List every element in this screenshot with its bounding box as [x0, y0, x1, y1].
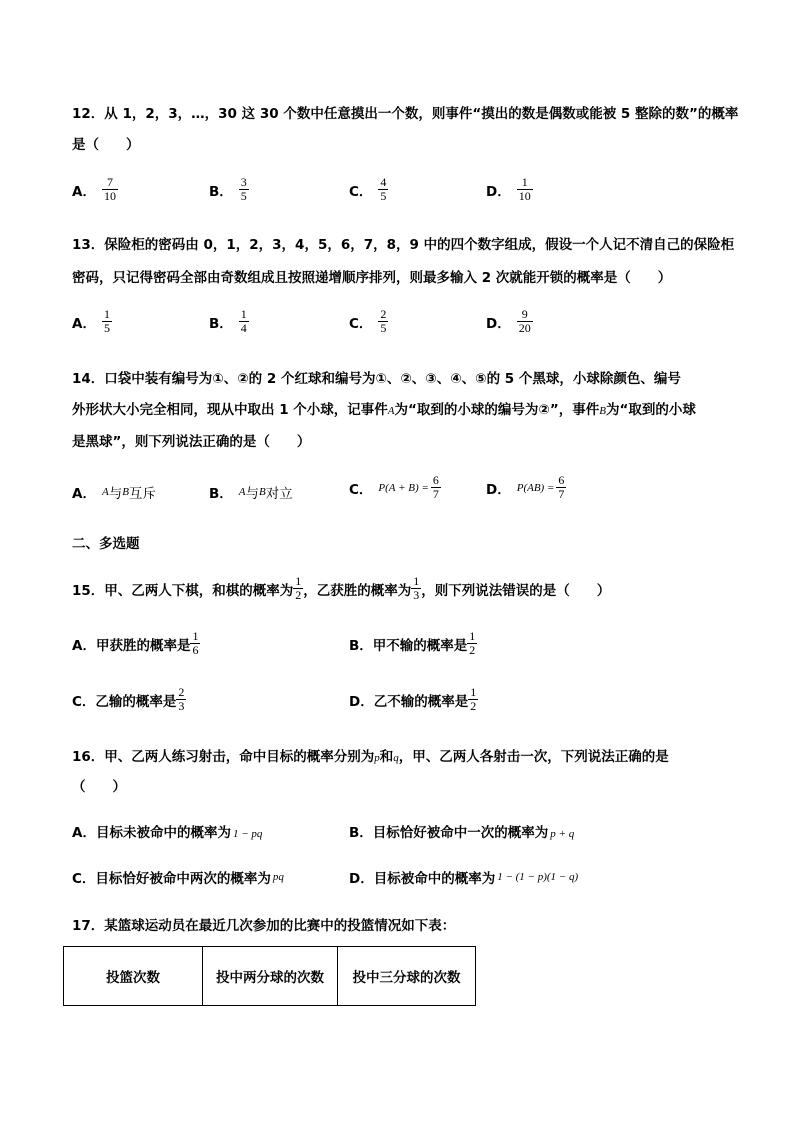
var-p: p	[374, 752, 380, 764]
math-expression: P(AB) =	[516, 481, 555, 494]
fraction	[293, 575, 303, 602]
fraction-num: 1	[295, 574, 302, 588]
q13-options	[72, 308, 672, 344]
fraction	[239, 308, 249, 335]
text: 互斥	[128, 486, 156, 502]
q12-options	[72, 176, 672, 212]
fraction-den: 7	[432, 487, 439, 501]
option-label: D．	[349, 693, 374, 710]
text: 外形状大小完全相同，现从中取出 1 个小球，记事件	[72, 402, 388, 418]
fraction	[378, 308, 388, 335]
fraction	[411, 575, 421, 602]
fraction	[556, 474, 566, 501]
fraction	[467, 630, 477, 657]
fraction-num: 1	[413, 574, 420, 588]
text: ，甲、乙两人各射击一次，下列说法正确的是	[398, 749, 669, 765]
q15-option-d	[349, 686, 478, 713]
event-b: B	[122, 486, 129, 498]
option-label: B．	[209, 183, 233, 200]
q16-option-c	[72, 867, 284, 887]
fraction-num: 1	[240, 307, 247, 321]
event-a: A	[238, 486, 246, 498]
q12-option-b	[209, 176, 249, 203]
fraction-num: 7	[106, 175, 113, 189]
math-expression: P(A + B) =	[378, 481, 429, 494]
event-a: A	[101, 486, 109, 498]
score-table	[63, 946, 476, 1006]
var-q: q	[393, 752, 399, 764]
fraction-den: 2	[295, 588, 302, 602]
text: 对立	[265, 486, 293, 502]
option-text: 甲不输的概率是	[372, 637, 468, 654]
option-label: C．	[349, 481, 373, 498]
option-label: B．	[209, 315, 233, 332]
option-text: 目标被命中的概率为	[373, 871, 496, 887]
fraction-num: 1	[103, 307, 110, 321]
option-label: C．	[349, 315, 373, 332]
fraction-num: 6	[432, 473, 439, 487]
q16-option-b	[349, 821, 574, 841]
fraction-den: 5	[103, 321, 110, 335]
fraction-num: 4	[380, 175, 387, 189]
option-label: A．	[72, 315, 96, 332]
q16-line1	[72, 745, 669, 765]
fraction-den: 5	[240, 189, 247, 203]
fraction-den: 2	[469, 643, 476, 657]
math-expression: 1 − pq	[232, 828, 263, 840]
fraction-den: 3	[178, 699, 185, 713]
option-label: A．	[72, 486, 96, 502]
fraction-den: 7	[558, 487, 565, 501]
fraction-num: 1	[469, 629, 476, 643]
fraction-den: 4	[240, 321, 247, 335]
table-header-cell: 投篮次数	[64, 947, 203, 1006]
q12-option-a	[72, 176, 118, 203]
q16-option-d	[349, 867, 578, 887]
text: 为“取到的小球的编号为②”，事件	[394, 402, 600, 418]
fraction-den: 3	[413, 588, 420, 602]
q12-option-d	[486, 176, 533, 203]
q14-line1: 14．口袋中装有编号为①、②的 2 个红球和编号为①、②、③、④、⑤的 5 个黑球，小球除颜色、编号	[72, 371, 681, 387]
fraction-den: 6	[192, 643, 199, 657]
text: 和	[379, 749, 394, 765]
fraction	[378, 176, 388, 203]
q15-option-c	[72, 686, 186, 713]
fraction	[190, 630, 200, 657]
q12-line2: 是（ ）	[72, 137, 140, 153]
fraction	[102, 308, 112, 335]
option-label: C．	[72, 871, 96, 887]
fraction-num: 3	[240, 175, 247, 189]
q14-option-a	[72, 482, 156, 502]
text: ，则下列说法错误的是（ ）	[421, 582, 611, 599]
event-b: B	[259, 486, 266, 498]
fraction-num: 1	[192, 629, 199, 643]
fraction-num: 1	[521, 175, 528, 189]
fraction-num: 2	[178, 685, 185, 699]
q14-option-b	[209, 482, 293, 502]
q13-option-d	[486, 308, 533, 335]
text: 16．甲、乙两人练习射击，命中目标的概率分别为	[72, 749, 375, 765]
option-label: A．	[72, 183, 96, 200]
fraction	[468, 686, 478, 713]
fraction	[517, 176, 533, 203]
text: 15．甲、乙两人下棋，和棋的概率为	[72, 582, 294, 599]
q16-option-a	[72, 821, 262, 841]
q12-option-c	[349, 176, 388, 203]
q15-stem	[72, 575, 610, 602]
q15-option-b	[349, 630, 477, 657]
fraction-num: 2	[380, 307, 387, 321]
q14-option-d	[486, 474, 566, 501]
option-label: B．	[349, 637, 373, 654]
fraction-den: 5	[380, 321, 387, 335]
math-expression: pq	[272, 871, 284, 883]
math-expression: p + q	[550, 828, 575, 840]
text: 与	[108, 486, 123, 502]
event-a: A	[387, 405, 395, 417]
fraction-den: 20	[518, 321, 531, 335]
q16-line2: （ ）	[72, 779, 126, 795]
q12-line1: 12．从 1，2，3，…，30 这 30 个数中任意摸出一个数，则事件“摸出的数是偶数或能被 5 整除的数”的概率	[72, 106, 739, 122]
option-label: B．	[349, 825, 373, 841]
option-label: A．	[72, 825, 96, 841]
q13-line1: 13．保险柜的密码由 0，1，2，3，4，5，6，7，8，9 中的四个数字组成，假设一个人记不清自己的保险柜	[72, 237, 735, 253]
q13-option-b	[209, 308, 249, 335]
option-text: 目标恰好被命中两次的概率为	[95, 871, 271, 887]
fraction	[239, 176, 249, 203]
option-label: B．	[209, 486, 233, 502]
table-row	[64, 947, 476, 1006]
option-text: 甲获胜的概率是	[95, 637, 191, 654]
q14-options	[72, 474, 672, 510]
fraction-den: 10	[518, 189, 531, 203]
table-header-cell: 投中两分球的次数	[203, 947, 338, 1006]
option-text: 乙不输的概率是	[373, 693, 469, 710]
option-label: D．	[486, 315, 511, 332]
fraction	[517, 308, 533, 335]
option-text: 目标未被命中的概率为	[95, 825, 231, 841]
q17-line1: 17．某篮球运动员在最近几次参加的比赛中的投篮情况如下表：	[72, 918, 456, 934]
fraction-num: 1	[470, 685, 477, 699]
text: 为“取到的小球	[605, 402, 696, 418]
option-text: 目标恰好被命中一次的概率为	[372, 825, 549, 841]
fraction-num: 6	[558, 473, 565, 487]
fraction-den: 2	[470, 699, 477, 713]
fraction-den: 5	[380, 189, 387, 203]
math-expression: 1 − (1 − p)(1 − q)	[497, 871, 579, 883]
text: 与	[245, 486, 260, 502]
fraction-den: 10	[103, 189, 116, 203]
section-heading: 二、多选题	[72, 536, 140, 552]
option-label: A．	[72, 637, 96, 654]
option-label: D．	[349, 871, 374, 887]
fraction-num: 9	[521, 307, 528, 321]
fraction	[431, 474, 441, 501]
q14-line3: 是黑球”，则下列说法正确的是（ ）	[72, 434, 311, 450]
q14-line2	[72, 398, 696, 418]
q15-option-a	[72, 630, 200, 657]
option-label: C．	[72, 693, 96, 710]
fraction	[176, 686, 186, 713]
q13-option-a	[72, 308, 112, 335]
event-b: B	[599, 405, 606, 417]
q13-line2: 密码，只记得密码全部由奇数组成且按照递增顺序排列，则最多输入 2 次就能开锁的概率是（ ）	[72, 270, 672, 286]
table-header-cell: 投中三分球的次数	[338, 947, 476, 1006]
option-label: C．	[349, 183, 373, 200]
q14-option-c	[349, 474, 441, 501]
option-label: D．	[486, 481, 511, 498]
fraction	[102, 176, 118, 203]
option-text: 乙输的概率是	[95, 693, 177, 710]
q13-option-c	[349, 308, 388, 335]
text: ，乙获胜的概率为	[303, 582, 412, 599]
option-label: D．	[486, 183, 511, 200]
